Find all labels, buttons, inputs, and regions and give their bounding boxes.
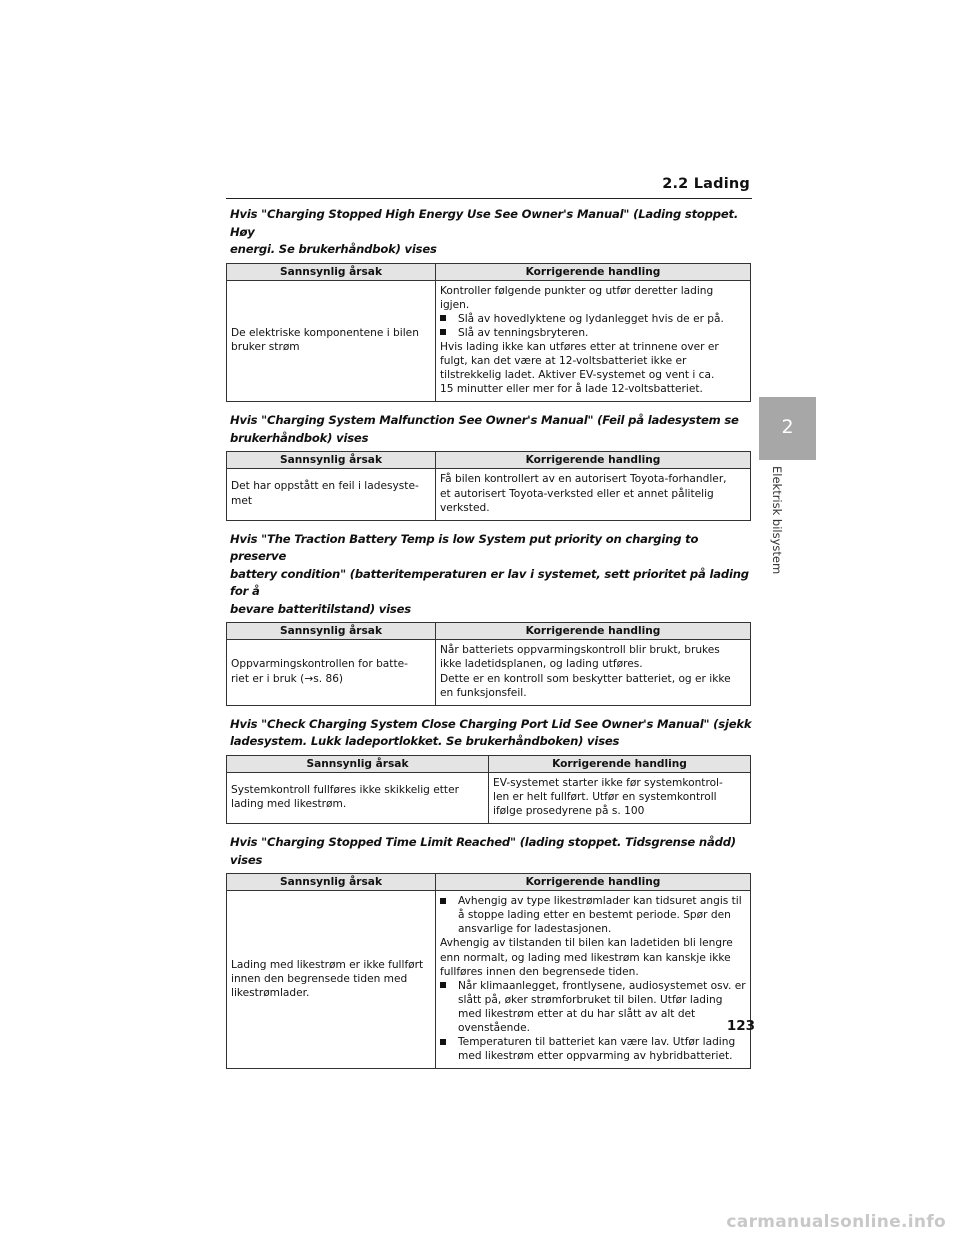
action-line: ikke ladetidsplanen, og lading utføres.	[440, 658, 643, 671]
action-line: fulgt, kan det være at 12-voltsbatteriet ikke er	[440, 355, 687, 368]
table-body	[227, 469, 751, 520]
cause-cell	[227, 469, 436, 520]
table-row	[227, 469, 751, 520]
table-head	[227, 874, 751, 891]
cause-line: Det har oppstått en feil i ladesyste-	[231, 480, 419, 493]
heading-line: Hvis "The Traction Battery Temp is low System put priority on charging to preserve	[230, 531, 699, 564]
column-header-cause: Sannsynlig årsak	[227, 623, 436, 640]
table-body	[227, 772, 751, 823]
section-4-heading	[230, 716, 752, 751]
table-body	[227, 891, 751, 1069]
chapter-name: Elektrisk bilsystem	[770, 466, 784, 575]
action-line: Dette er en kontroll som beskytter batteriet, og er ikke	[440, 672, 731, 685]
action-line: igjen.	[440, 298, 470, 311]
cause-line: Systemkontroll fullføres ikke skikkelig etter	[231, 783, 459, 796]
cause-cell	[227, 772, 489, 823]
action-line: EV-systemet starter ikke før systemkontrol-	[493, 776, 723, 789]
column-header-action: Korrigerende handling	[436, 874, 751, 891]
header-row	[227, 874, 751, 891]
section-3-heading	[230, 531, 752, 619]
action-bullet-item: Slå av hovedlyktene og lydanlegget hvis de er på.	[440, 312, 746, 326]
action-line: Avhengig av tilstanden til bilen kan ladetiden bli lengre	[440, 937, 733, 950]
action-line: en funksjonsfeil.	[440, 686, 527, 699]
column-header-action: Korrigerende handling	[436, 623, 751, 640]
action-bullet-item: Avhengig av type likestrømlader kan tidsuret angis til å stoppe lading etter en bestemt periode. Spør den ansvarlige for ladestasjonen.	[440, 894, 746, 936]
section-5-heading	[230, 834, 752, 869]
table-body	[227, 640, 751, 705]
action-line: Når batteriets oppvarmingskontroll blir brukt, brukes	[440, 644, 720, 657]
table-body	[227, 280, 751, 402]
section-1-table	[226, 263, 751, 403]
table-row	[227, 280, 751, 402]
column-header-action: Korrigerende handling	[489, 755, 751, 772]
action-bullet-item: Slå av tenningsbryteren.	[440, 326, 746, 340]
action-line: Hvis lading ikke kan utføres etter at trinnene over er	[440, 340, 719, 353]
cause-line: innen den begrensede tiden med	[231, 972, 408, 985]
action-line: ifølge prosedyrene på s. 100	[493, 804, 645, 817]
action-line: enn normalt, og lading med likestrøm kan kanskje ikke	[440, 951, 731, 964]
action-bullet-item: Temperaturen til batteriet kan være lav. Utfør lading med likestrøm etter oppvarming av hybridbatteriet.	[440, 1035, 746, 1063]
table-head	[227, 623, 751, 640]
table-head	[227, 452, 751, 469]
column-header-action: Korrigerende handling	[436, 263, 751, 280]
heading-line: Hvis "Check Charging System Close Charging Port Lid See Owner's Manual" (sjekk	[230, 716, 752, 731]
column-header-cause: Sannsynlig årsak	[227, 263, 436, 280]
chapter-tab	[759, 397, 816, 460]
column-header-cause: Sannsynlig årsak	[227, 874, 436, 891]
heading-line: Hvis "Charging Stopped Time Limit Reached" (lading stoppet. Tidsgrense nådd) vises	[230, 835, 736, 867]
cause-line: riet er i bruk (→s. 86)	[231, 672, 344, 685]
chapter-number: 2	[781, 416, 794, 438]
action-line: fullføres innen den begrensede tiden.	[440, 965, 639, 978]
heading-line: brukerhåndbok) vises	[230, 430, 369, 445]
action-line: tilstrekkelig ladet. Aktiver EV-systemet og vent i ca.	[440, 369, 715, 382]
heading-line: ladesystem. Lukk ladeportlokket. Se brukerhåndboken) vises	[230, 734, 620, 749]
heading-line: Hvis "Charging Stopped High Energy Use See Owner's Manual" (Lading stoppet. Høy	[230, 207, 739, 239]
action-cell	[436, 280, 751, 402]
table-row	[227, 772, 751, 823]
cause-cell	[227, 891, 436, 1069]
action-line: len er helt fullført. Utfør en systemkontroll	[493, 790, 717, 803]
page-number: 123	[726, 1018, 755, 1034]
action-line: Kontroller følgende punkter og utfør deretter lading	[440, 284, 714, 297]
cause-line: bruker strøm	[231, 340, 300, 353]
cause-line: De elektriske komponentene i bilen	[231, 326, 419, 339]
table-row	[227, 640, 751, 705]
table-head	[227, 755, 751, 772]
section-5-table	[226, 873, 751, 1069]
heading-line: Hvis "Charging System Malfunction See Owner's Manual" (Feil på ladesystem se	[230, 413, 739, 428]
header-row	[227, 755, 751, 772]
section-1-heading	[230, 206, 752, 259]
cause-line: met	[231, 494, 252, 507]
cause-cell	[227, 640, 436, 705]
column-header-action: Korrigerende handling	[436, 452, 751, 469]
column-header-cause: Sannsynlig årsak	[227, 755, 489, 772]
action-line: verksted.	[440, 501, 490, 514]
action-cell	[436, 891, 751, 1069]
cause-line: Oppvarmingskontrollen for batte-	[231, 658, 408, 671]
action-cell	[489, 772, 751, 823]
table-head	[227, 263, 751, 280]
header-row	[227, 452, 751, 469]
action-cell	[436, 469, 751, 520]
cause-cell	[227, 280, 436, 402]
chapter-label	[770, 466, 784, 586]
section-title: 2.2 Lading	[662, 176, 750, 192]
action-line: Få bilen kontrollert av en autorisert Toyota-forhandler,	[440, 473, 727, 486]
section-4-table	[226, 755, 751, 824]
action-bullet-item: Når klimaanlegget, frontlysene, audiosystemet osv. er slått på, øker strømforbruket til bilen. Utfør lading med likestrøm etter at du har slått av alt det ovenstående.	[440, 979, 746, 1035]
cause-line: lading med likestrøm.	[231, 797, 347, 810]
action-line: et autorisert Toyota-verksted eller et annet pålitelig	[440, 487, 714, 500]
action-cell	[436, 640, 751, 705]
page-content	[226, 206, 752, 1079]
cause-line: Lading med likestrøm er ikke fullført	[231, 958, 424, 971]
header-row	[227, 263, 751, 280]
section-2-table	[226, 451, 751, 520]
cause-line: likestrømlader.	[231, 986, 310, 999]
heading-line: energi. Se brukerhåndbok) vises	[230, 242, 437, 256]
section-2-heading	[230, 412, 752, 447]
heading-line: bevare batteritilstand) vises	[230, 601, 411, 616]
action-line: 15 minutter eller mer for å lade 12-voltsbatteriet.	[440, 383, 703, 396]
heading-line: battery condition" (batteritemperaturen er lav i systemet, sett prioritet på lading for å	[230, 566, 749, 599]
table-row	[227, 891, 751, 1069]
column-header-cause: Sannsynlig årsak	[227, 452, 436, 469]
header-row	[227, 623, 751, 640]
section-3-table	[226, 622, 751, 705]
watermark: carmanualsonline.info	[726, 1212, 946, 1232]
section-header	[226, 178, 752, 199]
